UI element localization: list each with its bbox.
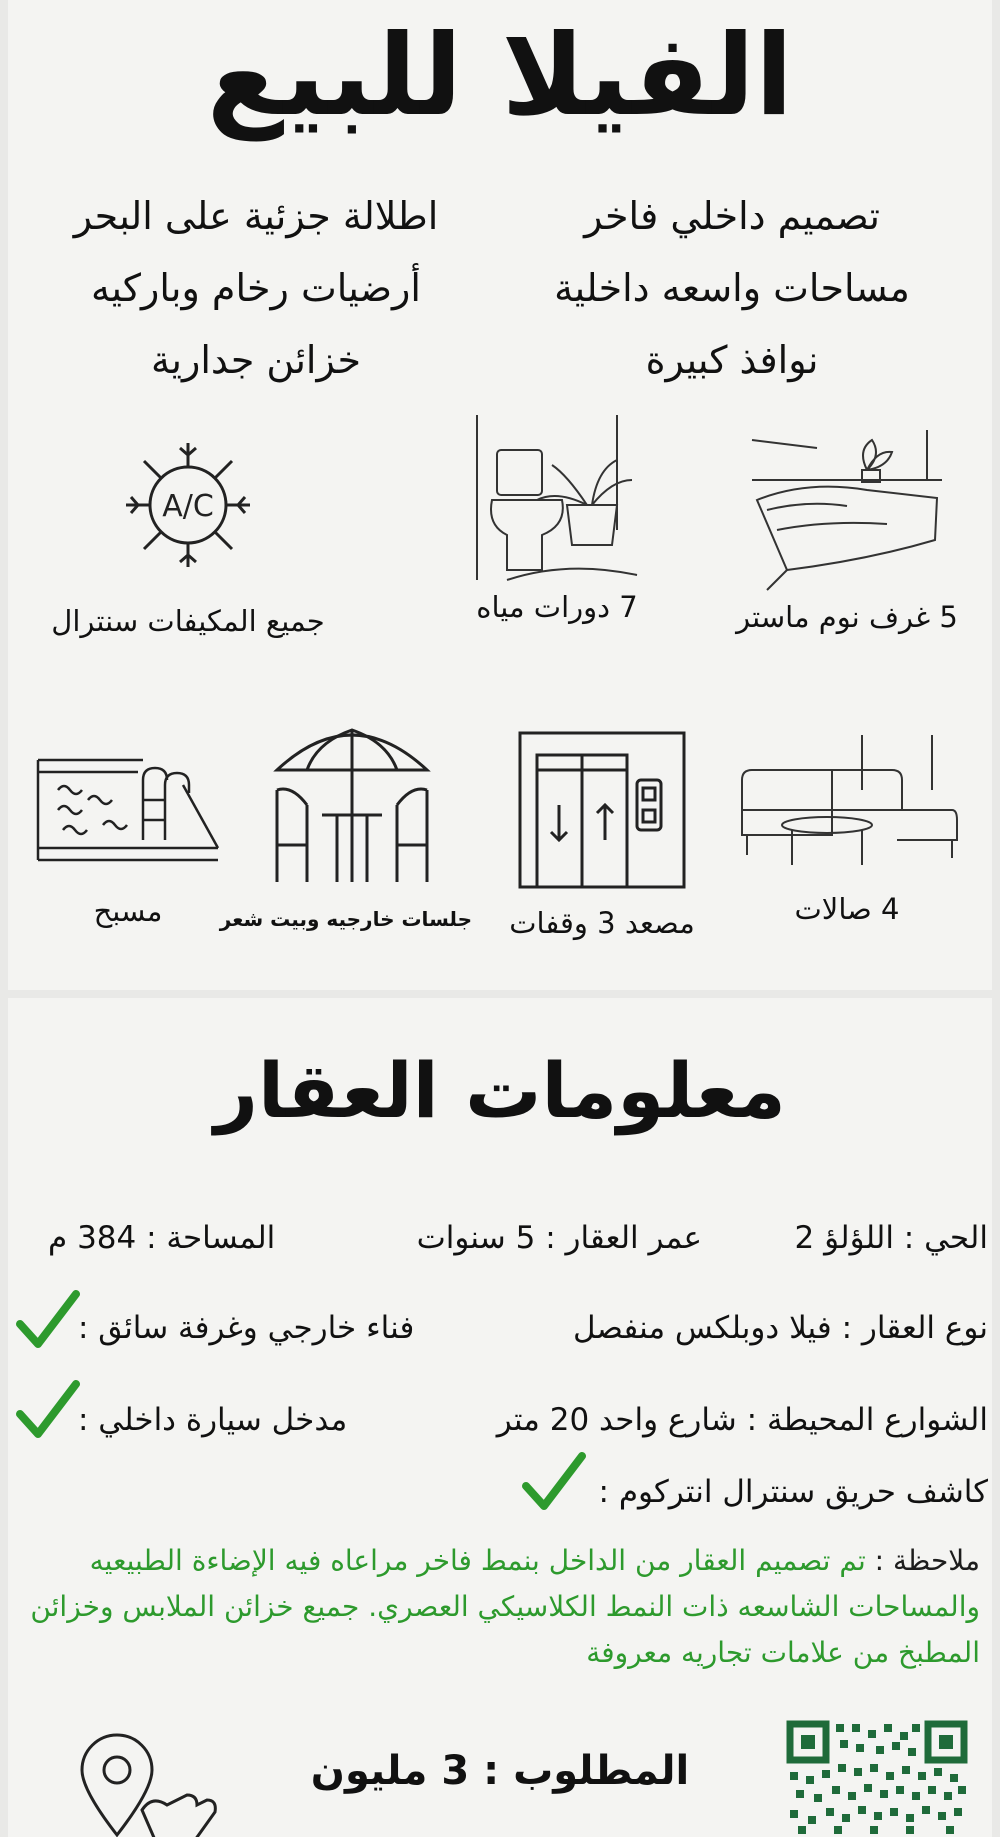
- info-type: نوع العقار : فيلا دوبلكس منفصل: [573, 1310, 988, 1346]
- check-icon: [14, 1288, 80, 1354]
- amenity-elevator: [472, 730, 732, 940]
- ac-icon: [123, 440, 253, 570]
- feature-item: أرضيات رخام وباركيه: [91, 266, 421, 310]
- feature-item: مساحات واسعه داخلية: [554, 266, 910, 310]
- note: [20, 1538, 980, 1676]
- info-area: المساحة : 384 م: [48, 1220, 276, 1256]
- note-text: تم تصميم العقار من الداخل بنمط فاخر مراعاه فيه الإضاءة الطبيعيه والمساحات الشاسعه ذات النمط الكلاسيكي العصري. جميع خزائن الملابس وخزائن المطبخ من علامات تجاريه معروفة: [30, 1544, 980, 1669]
- feature-item: اطلالة جزئية على البحر: [73, 194, 439, 238]
- amenity-label: 5 غرف نوم ماستر: [736, 600, 958, 634]
- outdoor-seating-icon: [267, 725, 437, 885]
- features-right: [502, 180, 962, 396]
- amenity-bathrooms: [452, 410, 662, 624]
- info-fire: كاشف حريق سنترال انتركوم :: [598, 1474, 988, 1510]
- sofa-icon: [732, 730, 962, 870]
- pool-icon: [33, 750, 223, 870]
- amenity-bedrooms: [722, 420, 972, 634]
- features-left: [26, 180, 486, 396]
- amenity-label: جلسات خارجيه وبيت شعر: [219, 907, 472, 931]
- amenity-label: مسبح: [93, 894, 163, 928]
- feature-item: نوافذ كبيرة: [645, 338, 819, 382]
- bed-icon: [747, 420, 947, 600]
- features-panel: [8, 0, 992, 990]
- feature-item: خزائن جدارية: [151, 338, 361, 382]
- amenity-label: جميع المكيفات سنترال: [51, 604, 325, 638]
- qr-code-icon[interactable]: [786, 1720, 968, 1837]
- info-streets: الشوارع المحيطة : شارع واحد 20 متر: [496, 1402, 988, 1438]
- page-title: الفيلا للبيع: [206, 11, 794, 141]
- info-yard: فناء خارجي وغرفة سائق :: [78, 1310, 415, 1346]
- note-label: ملاحظة :: [874, 1544, 980, 1577]
- ac-icon-text: A/C: [162, 489, 214, 524]
- amenity-pool: [28, 750, 228, 928]
- info-age: عمر العقار : 5 سنوات: [416, 1220, 702, 1256]
- info-district: الحي : اللؤلؤ 2: [794, 1220, 988, 1256]
- elevator-icon: [517, 730, 687, 890]
- amenity-ac: [38, 440, 338, 638]
- amenity-label: مصعد 3 وقفات: [509, 906, 695, 940]
- check-icon: [14, 1378, 80, 1444]
- amenity-label: 7 دورات مياه: [476, 590, 638, 624]
- toilet-icon: [467, 410, 647, 590]
- check-icon: [520, 1450, 586, 1516]
- info-title: معلومات العقار: [214, 1046, 786, 1135]
- amenity-halls: [722, 730, 972, 926]
- info-car-entry: مدخل سيارة داخلي :: [78, 1402, 348, 1438]
- property-info-panel: [8, 998, 992, 1837]
- price: المطلوب : 3 مليون: [310, 1748, 690, 1794]
- feature-item: تصميم داخلي فاخر: [584, 194, 880, 238]
- amenity-outdoor: [219, 725, 472, 931]
- amenity-label: 4 صالات: [794, 892, 900, 926]
